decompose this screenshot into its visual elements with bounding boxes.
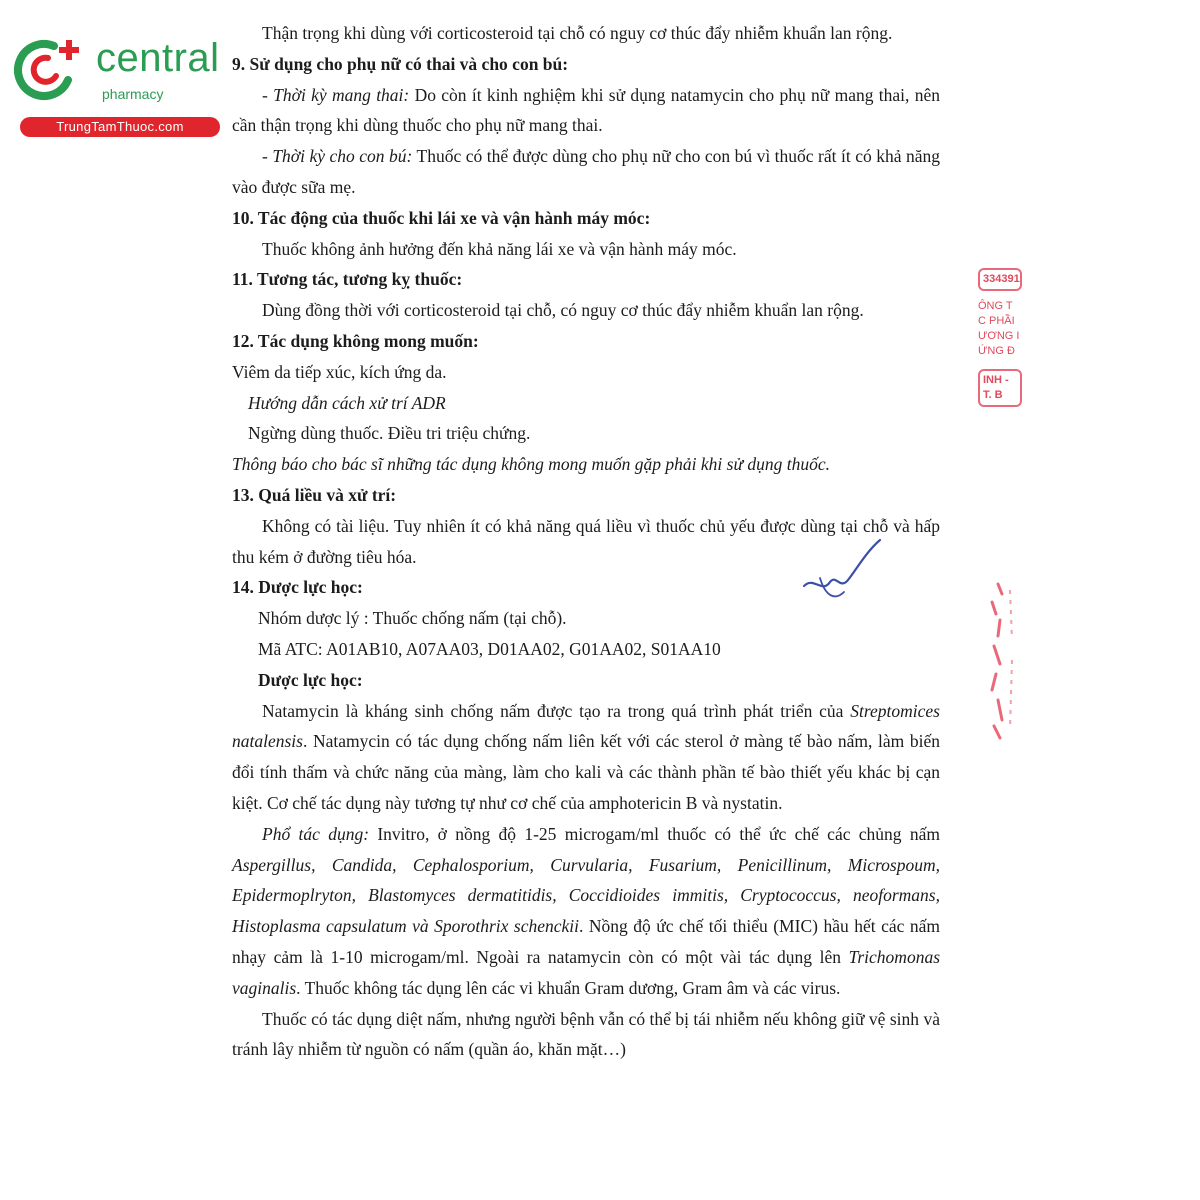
- text-species: Streptomices natalensis: [232, 700, 940, 752]
- text-pregnancy: Do còn ít kinh nghiệm khi sử dụng natamycin cho phụ nữ mang thai, nên cần thận trọng khi dùng thuốc cho phụ nữ mang thai.: [232, 84, 940, 136]
- paragraph-caution: Thận trọng khi dùng với corticosteroid tại chỗ có nguy cơ thúc đẩy nhiễm khuẩn lan rộng.: [262, 23, 893, 43]
- paragraph-adr-guidance: Hướng dẫn cách xử trí ADR: [248, 392, 446, 413]
- paragraph-mechanism: [232, 696, 940, 819]
- label-pregnancy: - Thời kỳ mang thai:: [262, 84, 410, 105]
- partial-stamp-icon: [978, 580, 1022, 740]
- stamp-bottom-text: INH - T. B: [978, 369, 1022, 407]
- stamp-line-3: ƯƠNG I: [978, 330, 1020, 342]
- label-spectrum: Phổ tác dụng:: [262, 823, 370, 844]
- paragraph-interactions: Dùng đồng thời với corticosteroid tại chỗ, có nguy cơ thúc đẩy nhiễm khuẩn lan rộng.: [262, 300, 864, 321]
- text-spectrum-2: . Nồng độ ức chế tối thiểu (MIC) hầu hết các nấm nhạy cảm là 1-10 microgam/ml. Ngoài ra natamycin còn có một vài tác dụng lên: [232, 916, 941, 967]
- logo-subtitle: pharmacy: [102, 86, 164, 102]
- paragraph-notify-doctor: Thông báo cho bác sĩ những tác dụng không mong muốn gặp phải khi sử dụng thuốc.: [232, 454, 831, 475]
- heading-section-13: 13. Quá liều và xử trí:: [232, 484, 397, 505]
- pharmacy-logo[interactable]: [10, 36, 220, 136]
- stamp-line-4: ỨNG Đ: [978, 345, 1015, 357]
- text-mechanism-2: . Natamycin có tác dụng chống nấm liên kết với các sterol ở màng tế bào nấm, làm biến đổi tính thấm và chức năng của màng, làm cho kali và các thành phần tế bào thiết yếu khác bị cạn kiệt. Cơ chế tác dụng này tương tự như cơ chế của amphotericin B và nystatin.: [232, 731, 940, 813]
- central-pharmacy-logo-icon: [10, 36, 88, 102]
- label-breastfeeding: - Thời kỳ cho con bú:: [262, 146, 413, 167]
- stamp-number: 334391: [978, 268, 1022, 291]
- heading-section-9: 9. Sử dụng cho phụ nữ có thai và cho con bú:: [232, 53, 569, 74]
- logo-url-badge[interactable]: TrungTamThuoc.com: [20, 117, 220, 137]
- text-trichomonas: Trichomonas vaginalis: [232, 946, 940, 998]
- paragraph-driving: Thuốc không ảnh hưởng đến khả năng lái xe và vận hành máy móc.: [262, 238, 737, 259]
- signature-mark-icon: [800, 538, 886, 608]
- heading-section-14: 14. Dược lực học:: [232, 577, 363, 598]
- heading-section-11: 11. Tương tác, tương kỵ thuốc:: [232, 269, 463, 290]
- paragraph-overdose: Không có tài liệu. Tuy nhiên ít có khả năng quá liều vì thuốc chủ yếu được dùng tại chỗ và hấp thu kém ở đường tiêu hóa.: [232, 515, 940, 567]
- stamp-line-2: C PHẦI: [978, 315, 1015, 327]
- stamp-line-1: ÔNG T: [978, 300, 1013, 312]
- text-spectrum-1: Invitro, ở nồng độ 1-25 microgam/ml thuốc có thể ức chế các chủng nấm: [369, 823, 940, 844]
- text-spectrum-3: . Thuốc không tác dụng lên các vi khuẩn Gram dương, Gram âm và các virus.: [296, 977, 841, 998]
- company-stamp: [978, 268, 1022, 436]
- text-breastfeeding: Thuốc có thể được dùng cho phụ nữ cho con bú vì thuốc rất ít có khả năng vào được sữa mẹ.: [232, 146, 940, 197]
- subheading-pharmacodynamics: Dược lực học:: [258, 669, 363, 690]
- heading-section-12: 12. Tác dụng không mong muốn:: [232, 330, 479, 351]
- text-mechanism-1: Natamycin là kháng sinh chống nấm được tạo ra trong quá trình phát triển của: [262, 700, 851, 721]
- paragraph-side-effects: Viêm da tiếp xúc, kích ứng da.: [232, 361, 447, 382]
- text-fungi-list: Aspergillus, Candida, Cephalosporium, Curvularia, Fusarium, Penicillinum, Microspoum, Epidermoplryton, Blastomyces dermatitidis, Coccidioides immitis, Cryptococcus, neoformans, Histoplasma capsulatum và Sporothrix schenckii: [232, 854, 940, 937]
- heading-section-10: 10. Tác động của thuốc khi lái xe và vận hành máy móc:: [232, 207, 651, 228]
- paragraph-breastfeeding: [232, 141, 940, 203]
- paragraph-adr-action: Ngừng dùng thuốc. Điều tri triệu chứng.: [248, 423, 531, 444]
- logo-name: central: [96, 36, 220, 80]
- paragraph-spectrum: [232, 819, 940, 1004]
- paragraph-reinfection: Thuốc có tác dụng diệt nấm, nhưng người bệnh vẫn có thể bị tái nhiễm nếu không giữ vệ sinh và tránh lây nhiễm từ nguồn có nấm (quần áo, khăn mặt…): [232, 1008, 940, 1060]
- paragraph-pregnancy: [232, 80, 940, 142]
- paragraph-pharmacological-group: Nhóm dược lý : Thuốc chống nấm (tại chỗ).: [258, 608, 567, 629]
- paragraph-atc-code: Mã ATC: A01AB10, A07AA03, D01AA02, G01AA02, S01AA10: [258, 638, 721, 659]
